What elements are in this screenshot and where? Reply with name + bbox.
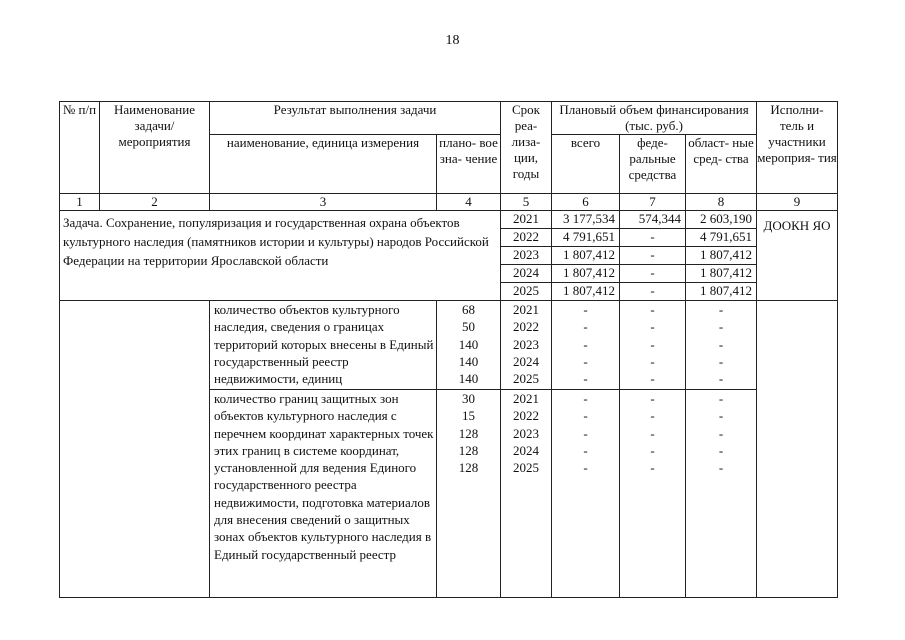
task-regional: 1 807,412 [686,265,757,283]
task-description: Задача. Сохранение, популяризация и государственная охрана объектов культурного наследия (памятников истории и культуры) народов Российской Федерации на территории Ярославской области [60,211,501,301]
task-year: 2025 [501,283,552,301]
indicator-year: 2023 [513,336,539,352]
indicator-values [437,301,501,390]
indicator-value: 15 [462,408,475,424]
indicator-value: 30 [462,391,475,406]
regional-value: - [718,371,724,387]
federal-value: - [650,336,655,352]
indicator-federal [620,390,686,598]
indicator-value: 128 [458,460,479,476]
task-executor: ДООКН ЯО [757,211,838,301]
header-regional: област- ные сред- ства [686,135,757,194]
indicator-value: 128 [458,425,479,441]
indicator-year: 2024 [513,442,539,458]
header-number: № п/п [60,102,100,194]
column-number: 8 [686,194,757,211]
regional-value: - [718,353,724,369]
header-finance-group: Плановый объем финансирования (тыс. руб.) [552,102,757,135]
column-number: 9 [757,194,838,211]
page-number: 18 [445,33,460,48]
task-row [60,211,838,229]
indicator-value: 140 [458,336,479,352]
header-result-group: Результат выполнения задачи [210,102,501,135]
indicator-year: 2024 [513,353,539,369]
column-number: 7 [620,194,686,211]
column-number: 5 [501,194,552,211]
indicator-value: 68 [462,302,475,317]
indicator-value: 140 [458,371,479,387]
header-term: Срок реа- лиза- ции, годы [501,102,552,194]
regional-value: - [718,442,724,458]
indicator-value: 50 [462,319,475,335]
task-year: 2024 [501,265,552,283]
task-federal: 574,344 [620,211,686,229]
header-federal: феде- ральные средства [620,135,686,194]
indicator-value: 128 [458,442,479,458]
federal-value: - [650,391,655,406]
regional-value: - [718,302,724,317]
task-regional: 1 807,412 [686,247,757,265]
indicator-total [552,301,620,390]
total-value: - [583,336,588,352]
regional-value: - [718,408,724,424]
task-year: 2021 [501,211,552,229]
federal-value: - [650,442,655,458]
blank-cell [757,301,838,598]
task-year: 2022 [501,229,552,247]
indicator-year: 2022 [513,408,539,424]
regional-value: - [718,460,724,476]
federal-value: - [650,319,655,335]
indicator-value: 140 [458,353,479,369]
regional-value: - [718,336,724,352]
task-federal: - [620,265,686,283]
column-number: 1 [60,194,100,211]
total-value: - [583,391,588,406]
indicator-row [60,301,838,390]
regional-value: - [718,391,724,406]
regional-value: - [718,425,724,441]
federal-value: - [650,371,655,387]
federal-value: - [650,353,655,369]
task-regional: 4 791,651 [686,229,757,247]
column-number: 2 [100,194,210,211]
header-planned-value: плано- вое зна- чение [437,135,501,194]
total-value: - [583,425,588,441]
federal-value: - [650,425,655,441]
task-total: 1 807,412 [552,283,620,301]
indicator-year: 2023 [513,425,539,441]
task-regional: 1 807,412 [686,283,757,301]
indicator-year: 2021 [513,391,539,406]
indicator-year: 2025 [513,371,539,387]
total-value: - [583,371,588,387]
total-value: - [583,353,588,369]
program-table [59,101,838,598]
column-number: 4 [437,194,501,211]
column-numbers-row [60,194,838,211]
task-year: 2023 [501,247,552,265]
indicator-values [437,390,501,598]
total-value: - [583,442,588,458]
column-number: 3 [210,194,437,211]
indicator-year: 2025 [513,460,539,476]
task-regional: 2 603,190 [686,211,757,229]
federal-value: - [650,460,655,476]
task-total: 3 177,534 [552,211,620,229]
header-indicator-name: наименование, единица измерения [210,135,437,194]
total-value: - [583,460,588,476]
total-value: - [583,319,588,335]
task-federal: - [620,283,686,301]
indicator-years [501,390,552,598]
federal-value: - [650,408,655,424]
header-executor: Исполни- тель и участники мероприя- тия [757,102,838,194]
task-total: 4 791,651 [552,229,620,247]
total-value: - [583,408,588,424]
federal-value: - [650,302,655,317]
indicator-year: 2022 [513,319,539,335]
indicator-regional [686,301,757,390]
indicator-year: 2021 [513,302,539,317]
indicator-total [552,390,620,598]
header-total: всего [552,135,620,194]
task-total: 1 807,412 [552,265,620,283]
indicator-federal [620,301,686,390]
header-task-name: Наименование задачи/ мероприятия [100,102,210,194]
indicator-regional [686,390,757,598]
task-federal: - [620,247,686,265]
indicator-years [501,301,552,390]
column-number: 6 [552,194,620,211]
task-total: 1 807,412 [552,247,620,265]
indicator-name: количество границ защитных зон объектов культурного наследия с перечнем координат характерных точек этих границ в системе координат, установленной для ведения Единого государственного реестра недвижимости, подготовка материалов для внесения сведений о защитных зонах объектов культурного наследия в Единый государственный реестр [210,390,437,598]
regional-value: - [718,319,724,335]
blank-cell [60,301,210,598]
indicator-name: количество объектов культурного наследия, сведения о границах территорий которых внесены в Единый государственный реестр недвижимости, единиц [210,301,437,390]
total-value: - [583,302,588,317]
task-federal: - [620,229,686,247]
